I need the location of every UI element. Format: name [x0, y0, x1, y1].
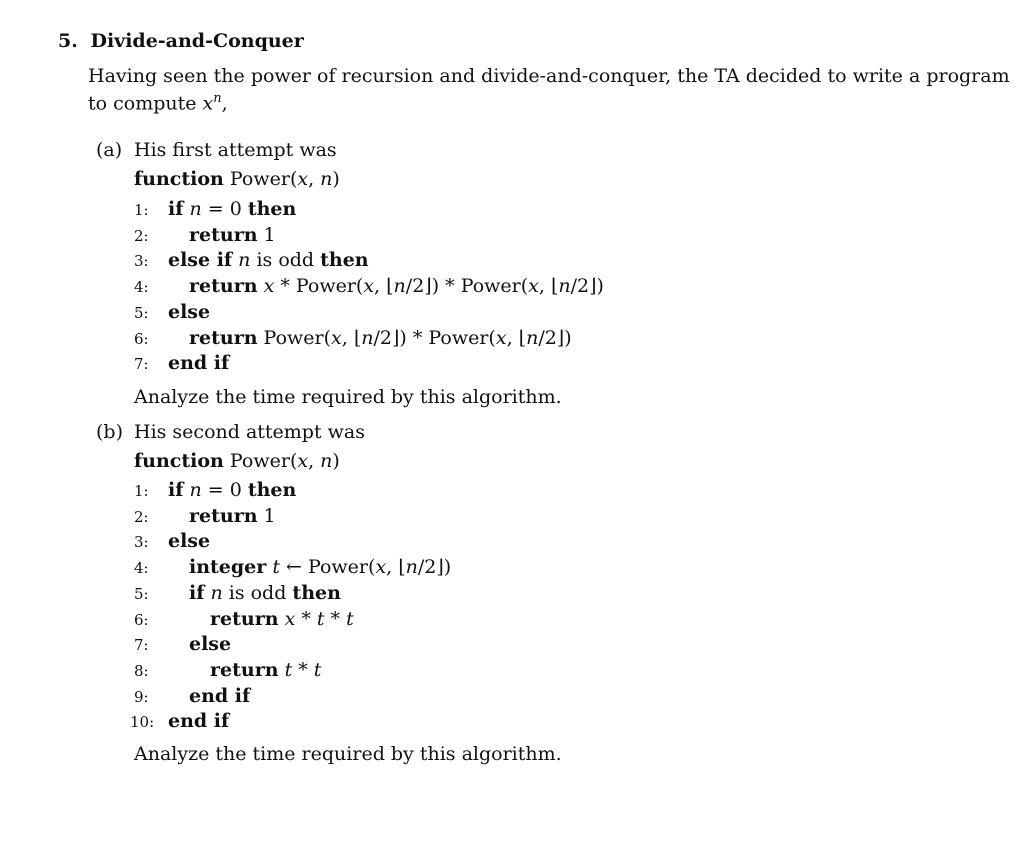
code-text: , ⌊: [374, 275, 394, 298]
code-line: [168, 710, 229, 732]
line-number: 3:: [134, 533, 149, 552]
code-line: [168, 479, 296, 501]
part-a-function-signature: function Power(x, n): [134, 168, 340, 190]
line-number: 9:: [134, 687, 149, 706]
part-a-intro: His first attempt was: [134, 139, 337, 161]
part-b-label: (b): [96, 421, 123, 443]
math-var: x: [375, 556, 387, 579]
part-b-analyze: Analyze the time required by this algorithm.: [134, 743, 562, 765]
keyword: end if: [168, 710, 230, 733]
math-var: x: [528, 275, 539, 298]
code-line: [210, 659, 321, 681]
math-var: t: [316, 607, 325, 630]
math-var: n: [238, 249, 251, 272]
keyword: end if: [189, 684, 251, 707]
code-text: , ⌊: [386, 556, 406, 579]
code-line: [189, 505, 276, 527]
keyword: end if: [168, 352, 230, 375]
code-line: [168, 301, 210, 323]
keyword: else if: [168, 249, 233, 272]
code-text: /2⌋): [417, 556, 452, 579]
math-var: x: [363, 275, 375, 298]
problem-heading: [58, 30, 304, 52]
code-line: [189, 275, 604, 297]
math-var: n: [393, 275, 406, 298]
keyword: then: [292, 581, 341, 604]
keyword: return: [189, 223, 258, 246]
problem-title: Divide-and-Conquer: [90, 30, 304, 52]
math-var: x: [284, 607, 296, 630]
line-number: 1:: [134, 201, 149, 219]
code-text: /2⌋): [538, 326, 572, 349]
math-var: t: [346, 607, 354, 630]
line-number: 2:: [134, 507, 149, 526]
intro-line-1: Having seen the power of recursion and divide-and-conquer, the TA decided to write a program: [88, 65, 1010, 87]
code-line: [168, 249, 369, 271]
part-a-label: (a): [96, 139, 123, 161]
math-var: t: [272, 556, 280, 579]
code-line: [189, 327, 572, 349]
code-line: [168, 530, 210, 552]
code-text: *: [324, 607, 347, 630]
keyword: integer: [189, 556, 267, 579]
line-number: 7:: [134, 636, 149, 655]
code-text: * Power(: [274, 275, 364, 298]
keyword: if: [189, 581, 205, 604]
code-text: , ⌊: [341, 326, 362, 349]
code-line: [210, 608, 354, 630]
math-var: n: [405, 556, 418, 579]
keyword: return: [189, 504, 258, 527]
code-line: [189, 556, 451, 578]
intro-line-2: to compute $x^n$,: [88, 91, 228, 115]
math-var: n: [361, 326, 374, 349]
keyword: else: [189, 633, 232, 656]
line-number: 8:: [134, 661, 149, 680]
code-text: = 0: [201, 198, 248, 220]
keyword: else: [168, 530, 211, 553]
line-number: 4:: [134, 559, 149, 578]
line-number: 7:: [134, 355, 149, 374]
math-var: n: [210, 581, 223, 604]
code-text: /2⌋): [570, 275, 604, 298]
code-text: , ⌊: [506, 326, 527, 349]
code-line: [189, 582, 341, 604]
math-var: t: [313, 658, 322, 681]
keyword: then: [247, 479, 297, 501]
keyword: return: [189, 326, 258, 349]
code-line: [168, 198, 296, 220]
part-a-analyze: Analyze the time required by this algorithm.: [134, 386, 562, 408]
line-number: 10:: [130, 713, 155, 732]
code-text: /2⌋) * Power(: [373, 326, 496, 349]
math-var: n: [189, 198, 202, 220]
code-text: *: [295, 607, 317, 630]
math-var: x: [331, 326, 342, 349]
code-text: , ⌊: [538, 275, 559, 298]
line-number: 3:: [134, 252, 149, 271]
keyword: return: [189, 275, 258, 298]
line-number: 2:: [134, 226, 149, 245]
code-line: [168, 352, 229, 374]
math-var: x: [263, 275, 275, 298]
part-b-intro: His second attempt was: [134, 421, 365, 443]
code-line: [189, 685, 250, 707]
code-text: Power(: [257, 326, 332, 349]
keyword: return: [210, 658, 279, 681]
math-var: n: [526, 326, 539, 349]
line-number: 5:: [134, 303, 149, 322]
code-text: is odd: [222, 581, 293, 604]
math-var: t: [284, 658, 293, 681]
keyword: else: [168, 300, 211, 323]
code-line: [189, 224, 276, 246]
part-b-function-signature: function Power(x, n): [134, 450, 340, 472]
math-var: n: [189, 479, 202, 501]
line-number: 6:: [134, 610, 149, 629]
keyword: if: [168, 198, 184, 220]
code-text: 1: [257, 504, 276, 527]
line-number: 6:: [134, 329, 149, 348]
code-line: [189, 633, 231, 655]
problem-number: 5.: [58, 30, 78, 52]
code-text: *: [292, 658, 314, 681]
code-text: /2⌋) * Power(: [405, 275, 529, 298]
line-number: 5:: [134, 584, 149, 603]
code-text: 1: [257, 223, 276, 246]
keyword: if: [168, 479, 184, 501]
line-number: 1:: [134, 482, 149, 500]
code-text: is odd: [250, 249, 321, 272]
math-exp-n: n: [213, 91, 222, 106]
keyword: return: [210, 607, 279, 630]
math-var-x: x: [202, 92, 214, 115]
math-var: x: [495, 326, 507, 349]
keyword: then: [320, 249, 369, 272]
line-number: 4:: [134, 278, 149, 297]
code-text: = 0: [201, 479, 248, 501]
code-text: ← Power(: [279, 556, 376, 579]
keyword: then: [247, 198, 297, 220]
math-var: n: [558, 275, 571, 298]
